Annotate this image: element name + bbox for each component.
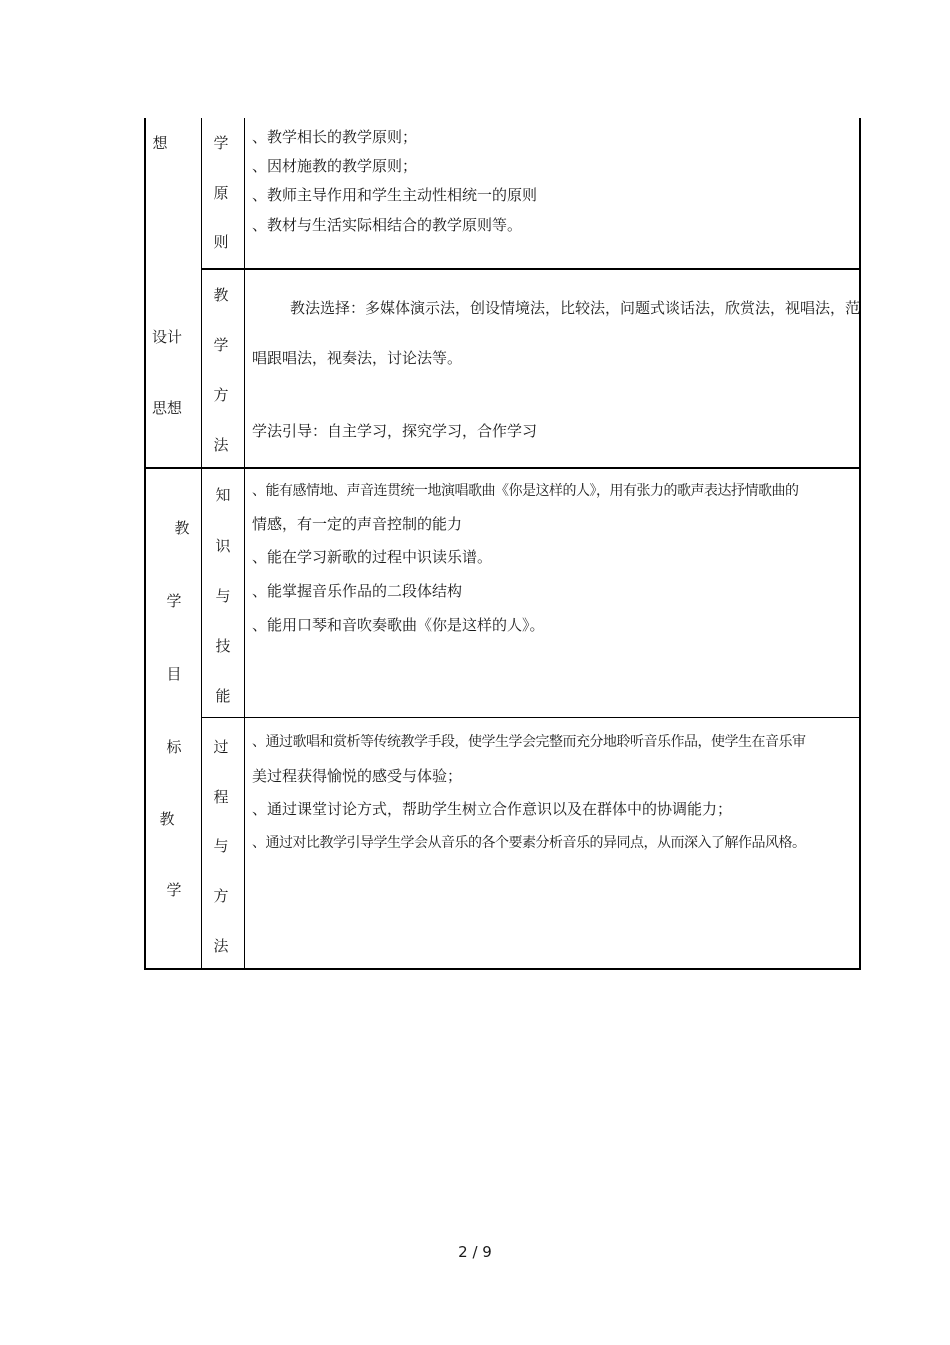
process-line: 、通过歌唱和赏析等传统教学手段，使学生学会完整而充分地聆听音乐作品，使学生在音乐审 [252, 734, 806, 750]
goal-col1-char: 目 [166, 665, 182, 683]
table-left-border [144, 118, 146, 970]
page-number: 2 / 9 [458, 1243, 492, 1261]
row1-col2-char: 则 [213, 233, 229, 251]
goal-col1-char: 教 [174, 519, 190, 537]
method-line: 学法引导：自主学习，探究学习，合作学习 [252, 422, 538, 440]
row1-col2-char: 学 [213, 134, 229, 152]
knowledge-line: 、能掌握音乐作品的二段体结构 [252, 582, 463, 600]
row2-col2-char: 学 [213, 336, 229, 354]
goal-col1-char: 学 [166, 592, 182, 610]
knowledge-line: 情感，有一定的声音控制的能力 [252, 515, 463, 533]
row3-col2-char: 技 [215, 637, 231, 655]
row3-col2-char: 识 [215, 537, 231, 555]
knowledge-line: 、能在学习新歌的过程中识读乐谱。 [252, 548, 493, 566]
knowledge-line: 、能有感情地、声音连贯统一地演唱歌曲《你是这样的人》，用有张力的歌声表达抒情歌曲的 [252, 483, 799, 499]
row3-col2-char: 能 [215, 687, 231, 705]
row2-col1-label: 思想 [152, 399, 183, 417]
row2-col1-label: 设计 [152, 328, 183, 346]
row4-col2-char: 方 [213, 887, 229, 905]
process-line: 美过程获得愉悦的感受与体验； [252, 767, 463, 785]
row4-col2-char: 过 [213, 738, 229, 756]
method-line: 唱跟唱法，视奏法，讨论法等。 [252, 349, 463, 367]
principle-line: 、教学相长的教学原则； [252, 128, 418, 146]
goal-col1-char: 学 [166, 881, 182, 899]
row2-col2-char: 教 [213, 286, 229, 304]
row3-col2-char: 与 [215, 587, 231, 605]
row3-col2-char: 知 [215, 486, 231, 504]
row1-col2-char: 原 [213, 184, 229, 202]
col-divider-1 [201, 118, 202, 970]
row2-col2-char: 方 [213, 386, 229, 404]
table-right-border [859, 118, 861, 970]
process-line: 、通过课堂讨论方式，帮助学生树立合作意识以及在群体中的协调能力； [252, 800, 733, 818]
goal-col1-char: 标 [166, 738, 182, 756]
principle-line: 、因材施教的教学原则； [252, 157, 418, 175]
row-divider-2 [144, 467, 861, 469]
row4-col2-char: 法 [213, 937, 229, 955]
principle-line: 、教材与生活实际相结合的教学原则等。 [252, 216, 523, 234]
table-bottom-border [144, 968, 861, 970]
row1-col1-label: 想 [152, 134, 168, 152]
row-divider-1 [201, 268, 861, 270]
row-divider-3 [201, 717, 861, 718]
goal-col1-char: 教 [159, 810, 175, 828]
row2-col2-char: 法 [213, 436, 229, 454]
col-divider-2 [244, 118, 245, 970]
process-line: 、通过对比教学引导学生学会从音乐的各个要素分析音乐的异同点，从而深入了解作品风格。 [252, 835, 806, 851]
row4-col2-char: 程 [213, 788, 229, 806]
principle-line: 、教师主导作用和学生主动性相统一的原则 [252, 186, 538, 204]
knowledge-line: 、能用口琴和音吹奏歌曲《你是这样的人》。 [252, 616, 545, 634]
row4-col2-char: 与 [213, 837, 229, 855]
method-line: 教法选择：多媒体演示法，创设情境法，比较法，问题式谈话法，欣赏法，视唱法，范 [290, 299, 861, 317]
